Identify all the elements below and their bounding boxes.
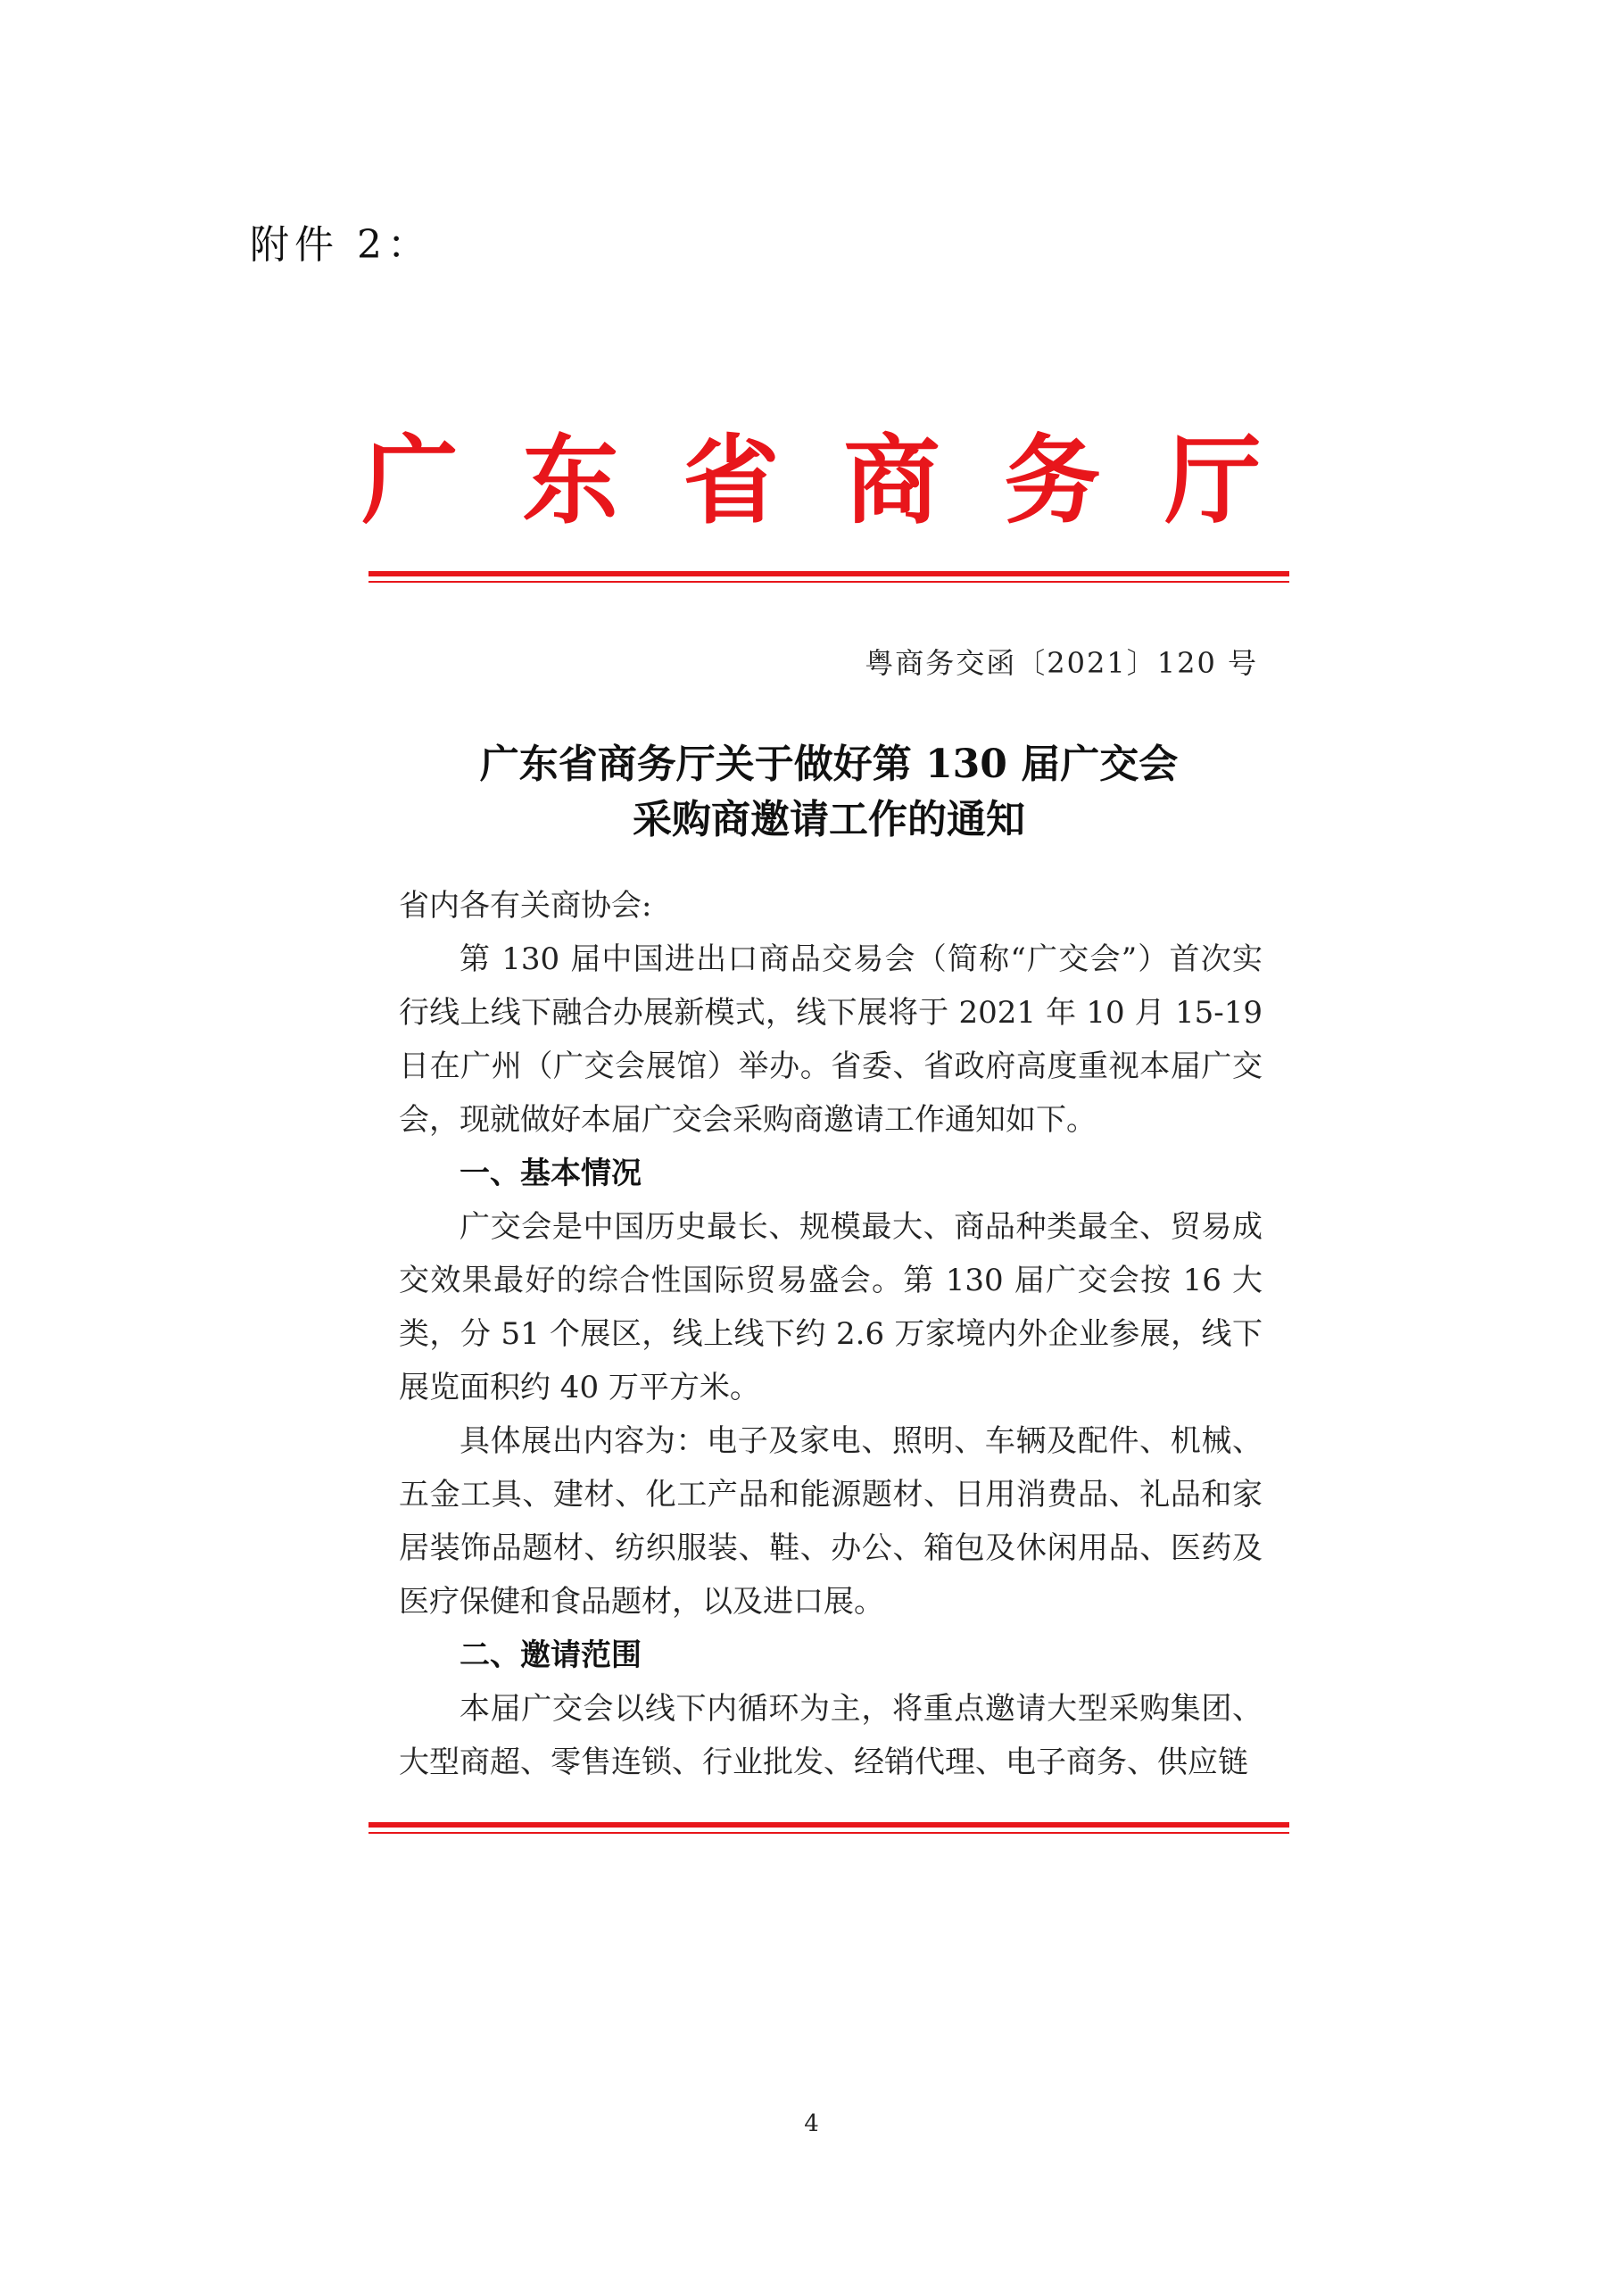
letterhead-org-name: 广东省商务厅 [361, 425, 1326, 537]
document-title-line-2: 采购商邀请工作的通知 [633, 797, 1025, 842]
document-body [399, 879, 1263, 1789]
letterhead-rule-top [368, 571, 1289, 583]
intro-paragraph: 第 130 届中国进出口商品交易会（简称“广交会”）首次实行线上线下融合办展新模式，线下展将于 2021 年 10 月 15-19 日在广州（广交会展馆）举办。省委、省政府高度重视本届广交会，现就做好本届广交会采购商邀请工作通知如下。 [399, 941, 1263, 1138]
section-1-heading: 一、基本情况 [460, 1156, 642, 1191]
document-title-line-1: 广东省商务厅关于做好第 130 届广交会 [479, 742, 1179, 787]
section-1-paragraph-1: 广交会是中国历史最长、规模最大、商品种类最全、贸易成交效果最好的综合性国际贸易盛会。第 130 届广交会按 16 大类，分 51 个展区，线上线下约 2.6 万家境内外企业参展，线下展览面积约 40 万平方米。 [399, 1209, 1263, 1405]
section-2-heading: 二、邀请范围 [460, 1637, 642, 1673]
letterhead-rule-bottom [368, 1822, 1289, 1834]
rule-thin-line [368, 581, 1289, 583]
section-2-paragraph-1: 本届广交会以线下内循环为主，将重点邀请大型采购集团、大型商超、零售连锁、行业批发、经销代理、电子商务、供应链 [399, 1691, 1263, 1780]
salutation: 省内各有关商协会: [399, 888, 652, 924]
page-number: 4 [804, 2110, 819, 2137]
document-number: 粤商务交函〔2021〕120 号 [865, 646, 1258, 680]
section-1-paragraph-2: 具体展出内容为：电子及家电、照明、车辆及配件、机械、五金工具、建材、化工产品和能源题材、日用消费品、礼品和家居装饰品题材、纺织服装、鞋、办公、箱包及休闲用品、医药及医疗保健和食品题材，以及进口展。 [399, 1423, 1263, 1620]
attachment-label: 附件 2： [250, 222, 432, 268]
rule-thin-line [368, 1832, 1289, 1834]
